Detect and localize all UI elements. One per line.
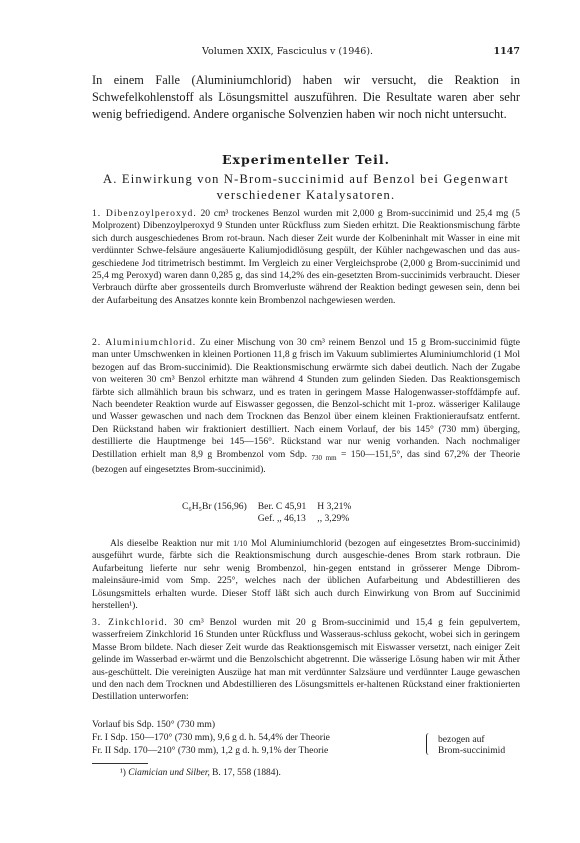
paragraph-zinkchlorid [92, 617, 520, 704]
fraction-value: 1/10 [233, 539, 248, 548]
fraction-vorlauf: Vorlauf bis Sdp. 150° (730 mm) [92, 719, 216, 730]
distillation-fractions [92, 719, 330, 757]
brace-mark [426, 733, 433, 755]
footnote-authors: Ciamician und Silber, [128, 768, 210, 778]
footnote-rule [92, 763, 148, 764]
pressure-subscript: 730 mm [311, 453, 337, 462]
paragraph-heading: 1. Dibenzoylperoxyd. [92, 208, 197, 219]
brace-note-line-2: Brom-succinimid [438, 745, 506, 756]
intro-paragraph: In einem Falle (Aluminiumchlorid) haben wir versucht, die Reaktion in Schwefelkohlenstoff als Lösungsmittel auszuführen. Die Resultate waren aber sehr wenig befriedigend. Andere organische Solvenzien haben wir noch nicht untersucht. [92, 73, 520, 122]
paragraph-text: Als dieselbe Reaktion nur mit [110, 538, 230, 549]
paragraph-dibenzoylperoxyd [92, 208, 520, 307]
calc-hydrogen: H 3,21% [317, 501, 352, 512]
brace-note-line-1: bezogen auf [438, 734, 485, 745]
paragraph-text: Zu einer Mischung von 30 cm³ reinem Benzol und 15 g Brom-succinimid fügte man unter Umschwenken in kleinen Portionen 11,8 g frisch im Vakuum sublimiertes Aluminiumchlorid (1 Mol bezogen auf das Brom-succinimid). Die Reaktionsmischung erwärmte sich dabei deutlich. Nach der Zugabe von weiteren 30 cm³ Benzol erhitzte man während 4 Stunden zum gelinden Sieden. Das Reaktionsgemisch färbte sich allmählich braun bis schwarz, und es traten in geringem Masse Halogenwasser-stoffdämpfe auf. Nach beendeter Reaktion wurde auf Eiswasser gegossen, die Benzol-schicht mit 1-proz. wässeriger Kalilauge und Wasser gewaschen und nach dem Trocknen das Benzol über einem kleinen Fraktionieraufsatz entfernt. Den Rückstand haben wir fraktioniert destilliert. Nach einem Vorlauf, der bis 145° (730 mm) überging, destillierte die Hauptmenge bei 145—156°. Rückstand war nur wenig vorhanden. Nach nochmaliger Destillation erhielt man 8,9 g Brombenzol vom Sdp. [92, 337, 520, 460]
paragraph-text-continued: Mol Aluminiumchlorid (bezogen auf eingesetztes Brom-succinimid) ausgeführt wurde, färbte sich die Reaktionsmischung durch ausgeschie-denes Brom stark rotbraun. Die Aufarbeitung lieferte nur sehr wenig Brombenzol, hin-gegen entstand in grösserer Menge Dibrom-maleinsäure-imid vom Smp. 225°, welches nach der üblichen Aufarbeitung und Abdestillieren des Lösungsmittels erhalten wurde. Dieser Stoff läßt sich auch durch Einwirkung von Brom auf Succinimid herstellen¹). [92, 538, 520, 612]
footnote-mark: ¹) [120, 768, 126, 778]
found-hydrogen: ,, 3,29% [317, 513, 350, 525]
footnote-reference: B. 17, 558 (1884). [212, 768, 281, 778]
molecular-formula: C₆H₅Br (156,96) [182, 501, 247, 512]
paragraph-text: 20 cm³ trockenes Benzol wurden mit 2,000 g Brom-succinimid und 25,4 mg (5 Molprozent) Dibenzoylperoxyd 9 Stunden unter Rückfluss zum Sieden erhitzt. Die Reaktionsmischung färbte sich durch ausgeschiedenes Brom rot-braun. Nach dieser Zeit wurde der Kolbeninhalt mit Wasser in eine mit verdünnter Schwe-felsäure angesäuerte Kaliumjodidlösung gespült, der Kühler nachgewaschen und das aus-geschiedene Jod titrimetrisch bestimmt. Im Vergleich zu einer Vergleichsprobe (2,000 g Brom-succinimid und 25,4 mg Peroxyd) waren dann 0,285 g, das sind 14,2% des ein-gesetzten Brom-succinimids verbraucht. Dieser Verbrauch dürfte aber grossenteils durch Bromverluste während der Reaktion bedingt gewesen sein, denn bei der Aufarbeitung des Ansatzes konnte kein Brombenzol nachgewiesen werden. [92, 208, 520, 306]
journal-volume: Volumen XXIX, Fasciculus v (1946). [202, 46, 374, 57]
paragraph-text: 30 cm³ Benzol wurden mit 20 g Brom-succinimid und 15,4 g fein gepulvertem, wasserfreiem Zinkchlorid 16 Stunden unter Rückfluss und Wasseraus-schluss gekocht, wobei sich in geringem Masse Brom bildete. Nach dieser Zeit wurde das Reaktionsgemisch mit Eiswasser versetzt, nach einiger Zeit gelinde im Wasserbad er-wärmt und die Benzolschicht abgetrennt. Die wässerige Lösung haben wir mit Äther aus-geschüttelt. Die vereinigten Auszüge hat man mit verdünnter Salzsäure und verdünnter Lauge gewaschen und den nach dem Trocknen und Abdestillieren des Lösungsmittels er-haltenen Rückstand einer fraktionierten Destillation unterworfen: [92, 617, 520, 703]
paragraph-heading: 3. Zinkchlorid. [92, 617, 168, 628]
fraction-2: Fr. II Sdp. 170—210° (730 mm), 1,2 g d. h. 9,1% der Theorie [92, 744, 329, 756]
footnote [120, 768, 281, 778]
section-title: Experimenteller Teil. [221, 152, 391, 167]
paragraph-text-continued: = 150—151,5°, das sind 67,2% der Theorie (bezogen auf eingesetztes Brom-succinimid). [92, 448, 520, 475]
brace-note [438, 734, 505, 756]
paragraph-reduced-catalyst [92, 538, 520, 612]
page-number: 1147 [493, 46, 520, 57]
subsection-title: A. Einwirkung von N-Brom-succinimid auf Benzol bei Gegenwart verschiedener Katalysatoren. [103, 172, 509, 202]
fraction-1: Fr. I Sdp. 150—170° (730 mm), 9,6 g d. h. 54,4% der Theorie [92, 731, 330, 743]
paragraph-heading: 2. Aluminiumchlorid. [92, 337, 197, 348]
calc-carbon: Ber. C 45,91 [257, 501, 307, 512]
running-header [92, 46, 520, 60]
paragraph-aluminiumchlorid [92, 337, 520, 476]
found-carbon: Gef. ,, 46,13 [257, 513, 306, 525]
elemental-analysis [182, 501, 354, 526]
